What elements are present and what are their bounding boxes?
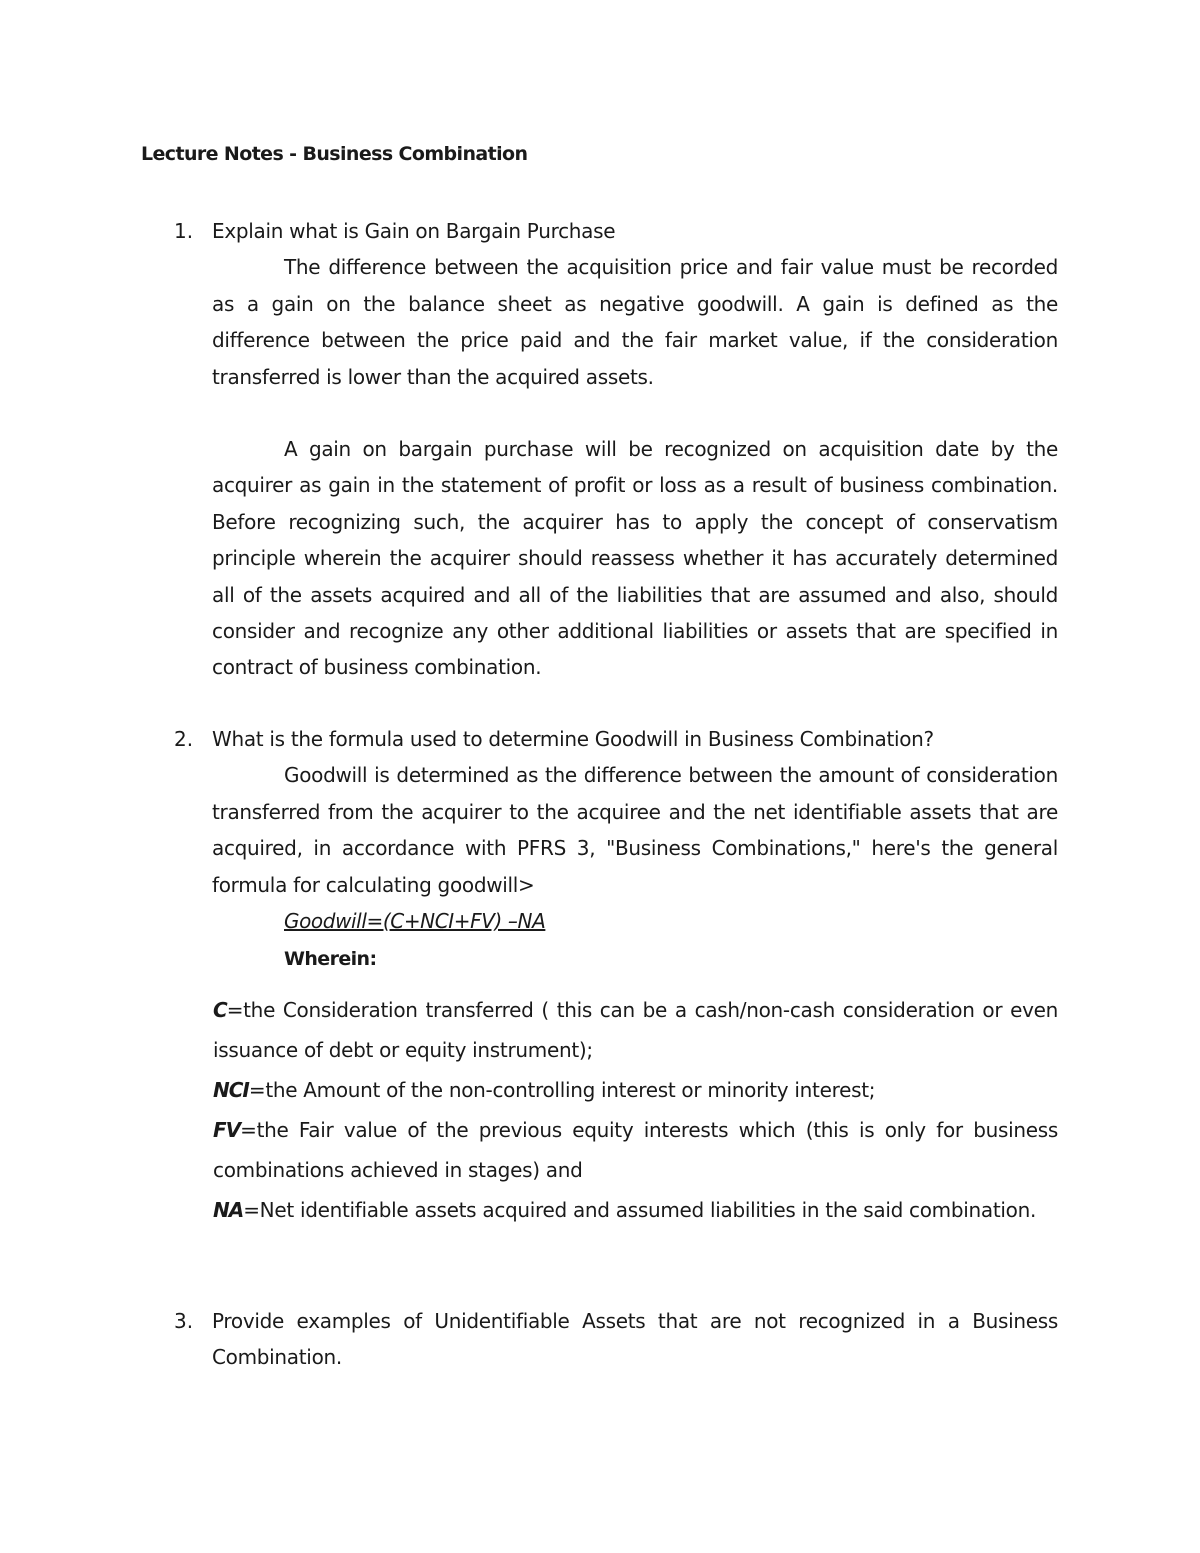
- definition-text: =Net identifiable assets acquired and assumed liabilities in the said combination.: [243, 1198, 1037, 1222]
- definition-na: [213, 1190, 1058, 1230]
- item-question: Explain what is Gain on Bargain Purchase: [212, 219, 616, 243]
- item-number: 3.: [174, 1309, 194, 1333]
- item-number: 1.: [174, 219, 194, 243]
- document-title: Lecture Notes - Business Combination: [141, 143, 528, 165]
- item-question: What is the formula used to determine Goodwill in Business Combination?: [212, 727, 934, 751]
- item-number: 2.: [174, 727, 194, 751]
- item-content: [212, 213, 1058, 686]
- goodwill-formula: Goodwill=(C+NCI+FV) –NA: [284, 909, 546, 934]
- definition-c: [213, 990, 1058, 1070]
- definition-term: NA: [213, 1198, 244, 1222]
- definition-text: =the Fair value of the previous equity interests which (this is only for business combinations achieved in stages) and: [213, 1118, 1058, 1182]
- definition-fv: [213, 1110, 1058, 1190]
- definition-term: NCI: [213, 1078, 249, 1102]
- paragraph: The difference between the acquisition price and fair value must be recorded as a gain on the balance sheet as negative goodwill. A gain is defined as the difference between the price paid and the fair market value, if the consideration transferred is lower than the acquired assets.: [212, 255, 1058, 389]
- definition-text: =the Consideration transferred ( this can be a cash/non-cash consideration or even issuance of debt or equity instrument);: [213, 998, 1058, 1062]
- paragraph-gap: [212, 395, 1058, 431]
- paragraph: Goodwill is determined as the difference between the amount of consideration transferred from the acquirer to the acquiree and the net identifiable assets that are acquired, in accordance with PFRS 3, "Business Combinations," here's the general formula for calculating goodwill>: [212, 763, 1058, 897]
- definition-nci: [213, 1070, 1058, 1110]
- item-content: [212, 721, 1058, 979]
- definition-text: =the Amount of the non-controlling interest or minority interest;: [248, 1078, 876, 1102]
- item-content: [212, 1303, 1058, 1376]
- item-question: Provide examples of Unidentifiable Assets that are not recognized in a Business Combination.: [212, 1309, 1058, 1370]
- paragraph: A gain on bargain purchase will be recognized on acquisition date by the acquirer as gain in the statement of profit or loss as a result of business combination. Before recognizing such, the acquirer has to apply the concept of conservatism principle wherein the acquirer should reassess whether it has accurately determined all of the assets acquired and all of the liabilities that are assumed and also, should consider and recognize any other additional liabilities or assets that are specified in contract of business combination.: [212, 437, 1058, 680]
- wherein-label: Wherein:: [284, 948, 377, 971]
- definition-term: C: [213, 998, 227, 1022]
- definition-term: FV: [213, 1118, 241, 1142]
- definition-list: [213, 990, 1058, 1230]
